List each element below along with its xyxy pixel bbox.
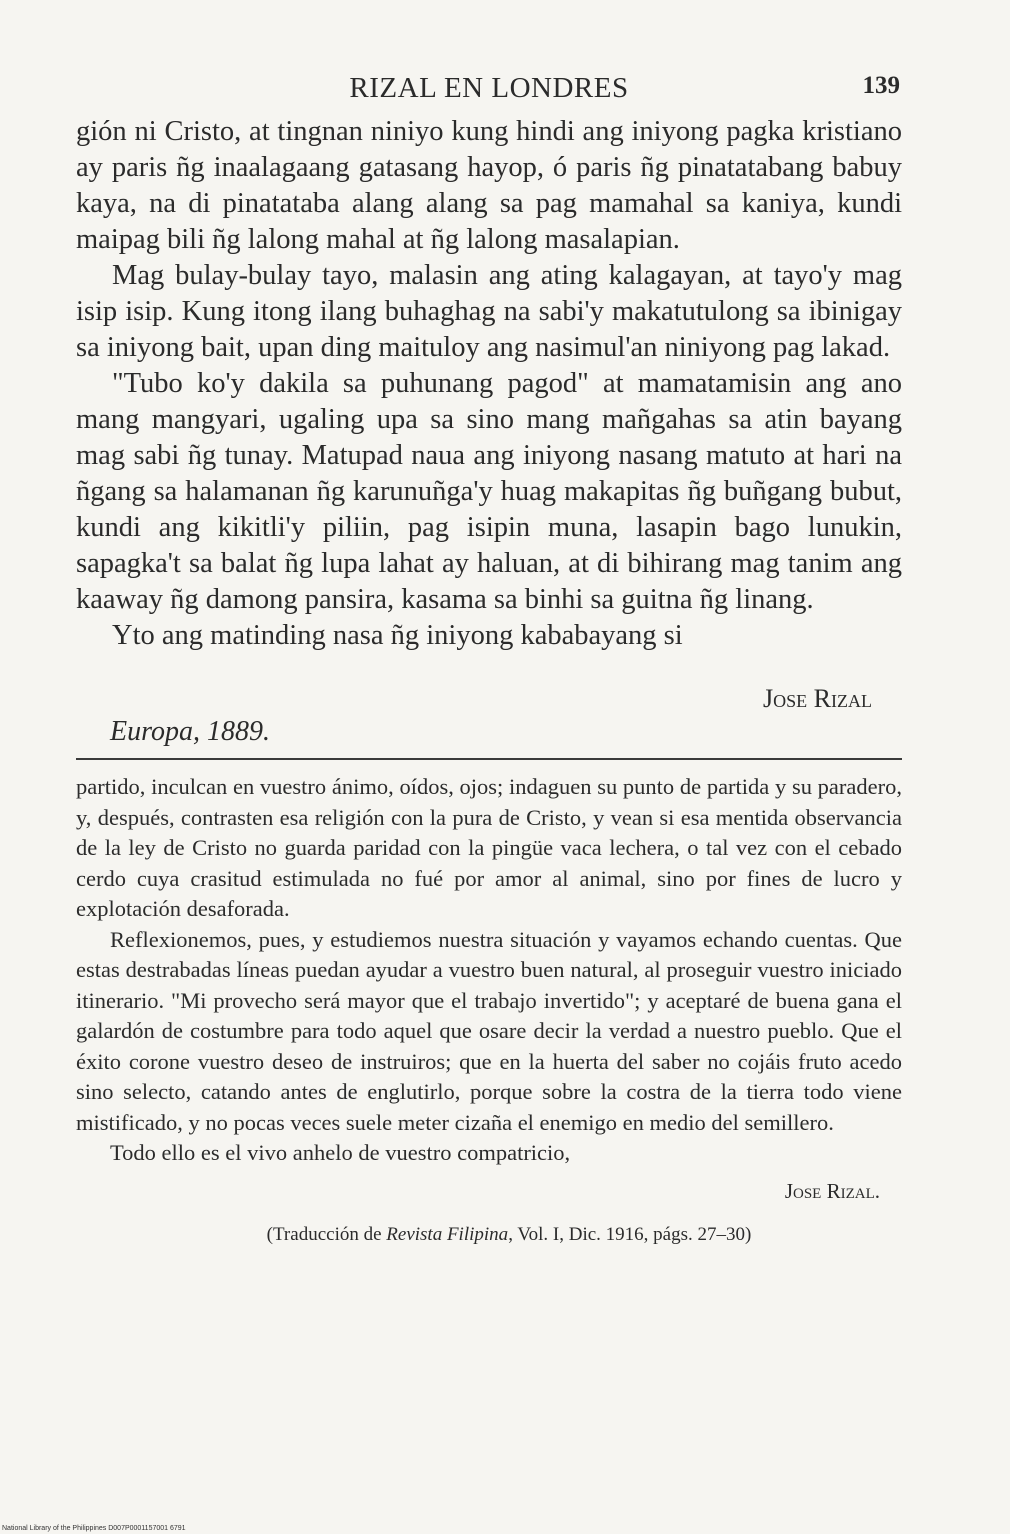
library-footer-note: National Library of the Philippines D007P0001157001 6791 <box>2 1525 186 1532</box>
tagalog-date: Europa, 1889. <box>110 716 270 747</box>
source-suffix: , Vol. I, Dic. 1916, págs. 27–30) <box>508 1223 752 1245</box>
page-header <box>76 64 902 114</box>
spanish-paragraph: Todo ello es el vivo anhelo de vuestro compatricio, <box>110 1140 571 1165</box>
tagalog-paragraph: Yto ang matinding nasa ñg iniyong kababayang si <box>112 620 683 651</box>
document-page <box>76 64 902 1246</box>
tagalog-signature: Jose Rizal <box>763 684 872 713</box>
tagalog-paragraph: Mag bulay-bulay tayo, malasin ang ating kalagayan, at tayo'y mag isip isip. Kung itong ilang buhaghag na sabi'y makatutulong sa ibinigay sa iniyong bait, upan ding maituloy ang nasimul'an niniyong pag lakad. <box>76 260 902 363</box>
tagalog-paragraph: gión ni Cristo, at tingnan niniyo kung hindi ang iniyong pagka kristiano ay paris ñg inaalagaang gatasang hayop, ó paris ñg pinatatabang babuy kaya, na di pinatataba alang alang sa pag mamahal sa kaniya, kundi maipag bili ñg lalong mahal at ñg lalong masalapian. <box>76 116 902 255</box>
running-title: RIZAL EN LONDRES <box>349 72 629 104</box>
spanish-paragraph: Reflexionemos, pues, y estudiemos nuestra situación y vayamos echando cuentas. Que estas destrabadas líneas puedan ayudar a vuestro buen natural, al proseguir vuestro iniciado itinerario. "Mi provecho será mayor que el trabajo invertido"; y aceptaré de buena gana el galardón de costumbre para todo aquel que osare decir la verdad a nuestro pueblo. Que el éxito corone vuestro deseo de instruiros; que en la huerta del saber no cojáis fruto acedo sino selecto, catando antes de englutirlo, porque sobre la costra de la tierra todo viene mistificado, y no pocas veces suele meter cizaña el enemigo en medio del semillero. <box>76 926 902 1135</box>
section-divider <box>76 758 902 760</box>
source-prefix: (Traducción de <box>266 1223 387 1245</box>
source-citation <box>76 1224 902 1246</box>
page-number: 139 <box>862 72 900 99</box>
spanish-signature: Jose Rizal. <box>784 1178 880 1203</box>
tagalog-text <box>76 114 902 654</box>
spanish-paragraph: partido, inculcan en vuestro ánimo, oídos, ojos; indaguen su punto de partida y su paradero, y, después, contrasten esa religión con la pura de Cristo, y vean si esa mentida observancia de la ley de Cristo no guarda paridad con la pingüe vaca lechera, o tal vez con el cebado cerdo cuya crasitud estimulada no fué por amor al animal, sino por fines de lucro y explotación desaforada. <box>76 774 902 921</box>
spanish-translation <box>76 772 902 1169</box>
tagalog-paragraph: "Tubo ko'y dakila sa puhunang pagod" at mamatamisin ang ano mang mangyari, ugaling upa sa sino mang mañgahas sa atin bayang mag sabi ñg tunay. Matupad naua ang iniyong nasang matuto at hari na ñgang sa halamanan ñg karunuñga'y huag makapitas ñg buñgang bubut, kundi ang kikitli'y piliin, pag isipin muna, lasapin bago lunukin, sapagka't sa balat ñg lupa lahat ay haluan, at di bihirang mag tanim ang kaaway ñg damong pansira, kasama sa binhi sa guitna ñg linang. <box>76 368 902 615</box>
source-title: Revista Filipina <box>386 1223 509 1245</box>
